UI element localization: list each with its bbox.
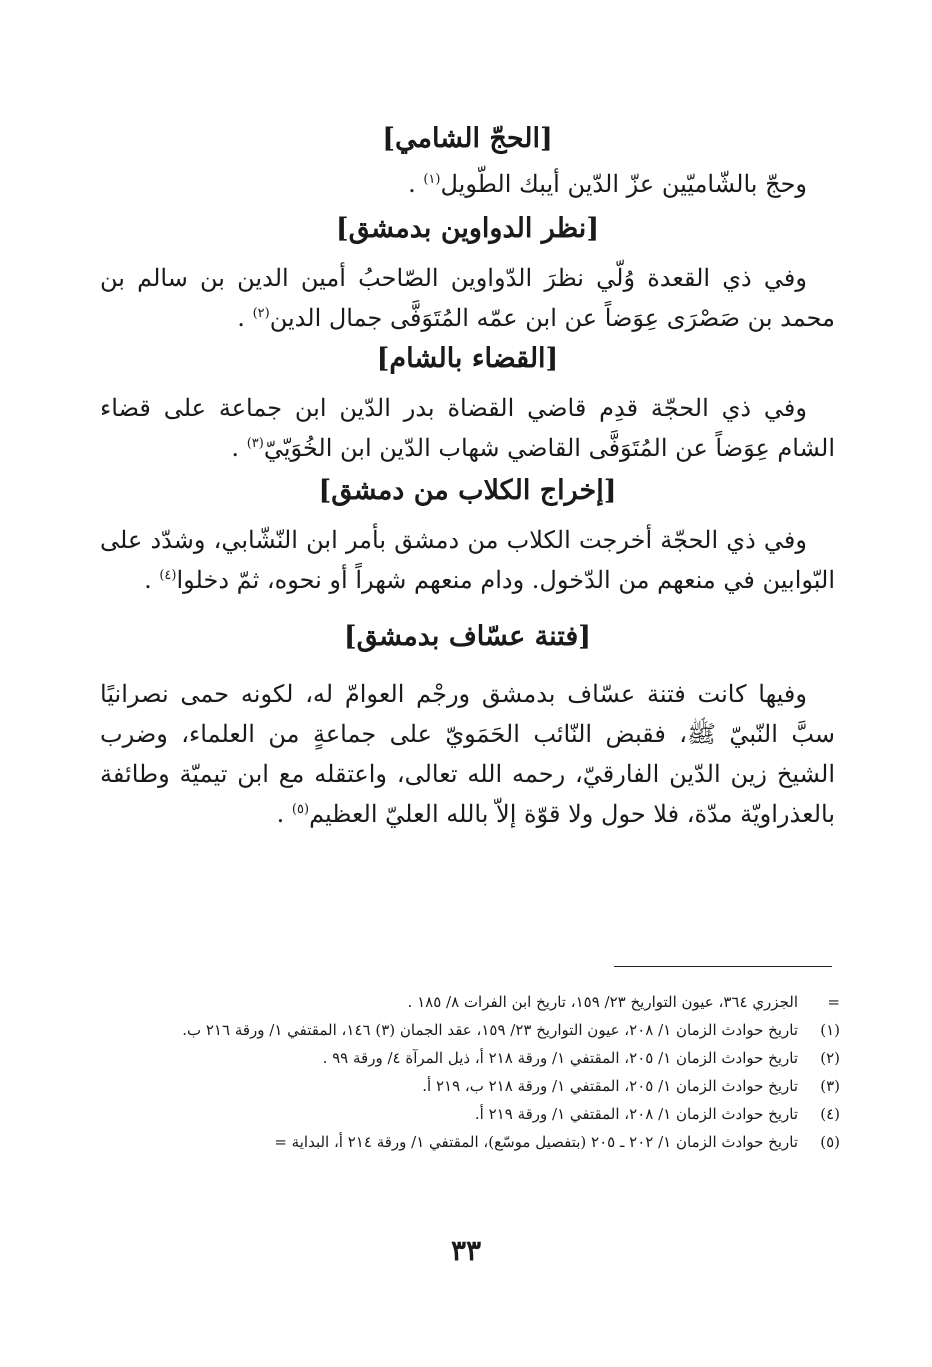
footnote-text: الجزري ٣٦٤، عيون التواريخ ٢٣/ ١٥٩، تاريخ ابن الفرات ٨/ ١٨٥ . [407,993,798,1011]
footnote-2 [100,1046,840,1070]
footnote-text: تاريخ حوادث الزمان ١/ ٢٠٥، المقتفي ١/ ورقة ٢١٨ أ، ذيل المرآة ٤/ ورقة ٩٩ . [322,1049,798,1067]
section-heading-judiciary: [القضاء بالشام] [376,343,559,374]
footnote-4 [100,1102,840,1126]
paragraph-end: . [276,800,292,828]
footnote-ref: (٣) [246,436,264,451]
paragraph-text: وحجّ بالشّاميّين عزّ الدّين أيبك الطّويل [440,170,807,198]
footnote-5 [100,1130,840,1154]
section-heading-dogs: [إخراج الكلاب من دمشق] [318,475,617,506]
footnotes [100,990,840,1158]
paragraph-assaf [100,674,835,834]
paragraph-hajj [100,164,835,204]
paragraph-end: . [237,304,253,332]
section-heading-hajj: [الحجّ الشامي] [382,123,553,154]
section-heading-assaf: [فتنة عسّاف بدمشق] [343,621,592,652]
footnote-text: تاريخ حوادث الزمان ١/ ٢٠٨، عيون التواريخ ٢٣/ ١٥٩، عقد الجمان (٣) ١٤٦، المقتفي ١/ ورقة ٢١٦ ب. [182,1021,798,1039]
footnote-number: (٥) [820,1133,840,1151]
page-body [100,110,835,834]
footnote-text: تاريخ حوادث الزمان ١/ ٢٠٢ ـ ٢٠٥ (بتفصيل موسّع)، المقتفي ١/ ورقة ٢١٤ أ، البداية = [274,1133,798,1151]
footnote-number: = [827,993,840,1011]
footnote-1 [100,1018,840,1042]
section-heading-diwans: [نظر الدواوين بدمشق] [335,213,600,244]
paragraph-diwans [100,258,835,338]
footnote-continuation [100,990,840,1014]
footnote-ref: (٢) [252,306,270,321]
paragraph-end: . [231,434,247,462]
footnote-text: تاريخ حوادث الزمان ١/ ٢٠٥، المقتفي ١/ ورقة ٢١٨ ب، ٢١٩ أ. [422,1077,798,1095]
page-number: ٣٣ [450,1234,482,1267]
paragraph-judiciary [100,388,835,468]
footnote-3 [100,1074,840,1098]
paragraph-text: وفي ذي القعدة وُلّي نظرَ الدّواوين الصّاحبُ أمين الدين بن سالم بن محمد بن صَصْرَى عِوَضاً عن ابن عمّه المُتَوَفَّى جمال الدين [100,264,835,332]
footnote-number: (٤) [820,1105,840,1123]
footnote-number: (١) [820,1021,840,1039]
paragraph-text: وفي ذي الحجّة أخرجت الكلاب من دمشق بأمر ابن النّشّابي، وشدّد على البّوابين في منعهم من الدّخول. ودام منعهم شهراً أو نحوه، ثمّ دخلوا [100,526,835,594]
footnote-ref: (٥) [291,802,310,817]
paragraph-text: وفيها كانت فتنة عسّاف بدمشق ورجْم العوامّ له، لكونه حمى نصرانيًا سبَّ النّبيّ ﷺ، فقبض النّائب الحَمَويّ على جماعةٍ من العلماء، وضرب الشيخ زين الدّين الفارقيّ، رحمه الله تعالى، واعتقله مع ابن تيميّة وطائفة بالعذراويّة مدّة، فلا حول ولا قوّة إلاّ بالله العليّ العظيم [100,680,835,828]
footnote-number: (٢) [820,1049,840,1067]
paragraph-end: . [408,170,424,198]
footnote-text: تاريخ حوادث الزمان ١/ ٢٠٨، المقتفي ١/ ورقة ٢١٩ أ. [474,1105,798,1123]
paragraph-text: وفي ذي الحجّة قدِم قاضي القضاة بدر الدّين ابن جماعة على قضاء الشام عِوَضاً عن المُتَوَفَّى القاضي شهاب الدّين ابن الخُوَيّيّ [100,394,835,462]
footnote-ref: (١) [423,172,441,187]
footnote-number: (٣) [820,1077,840,1095]
footnote-ref: (٤) [159,568,177,583]
footnote-divider [614,966,832,967]
paragraph-end: . [144,566,160,594]
paragraph-dogs [100,520,835,600]
